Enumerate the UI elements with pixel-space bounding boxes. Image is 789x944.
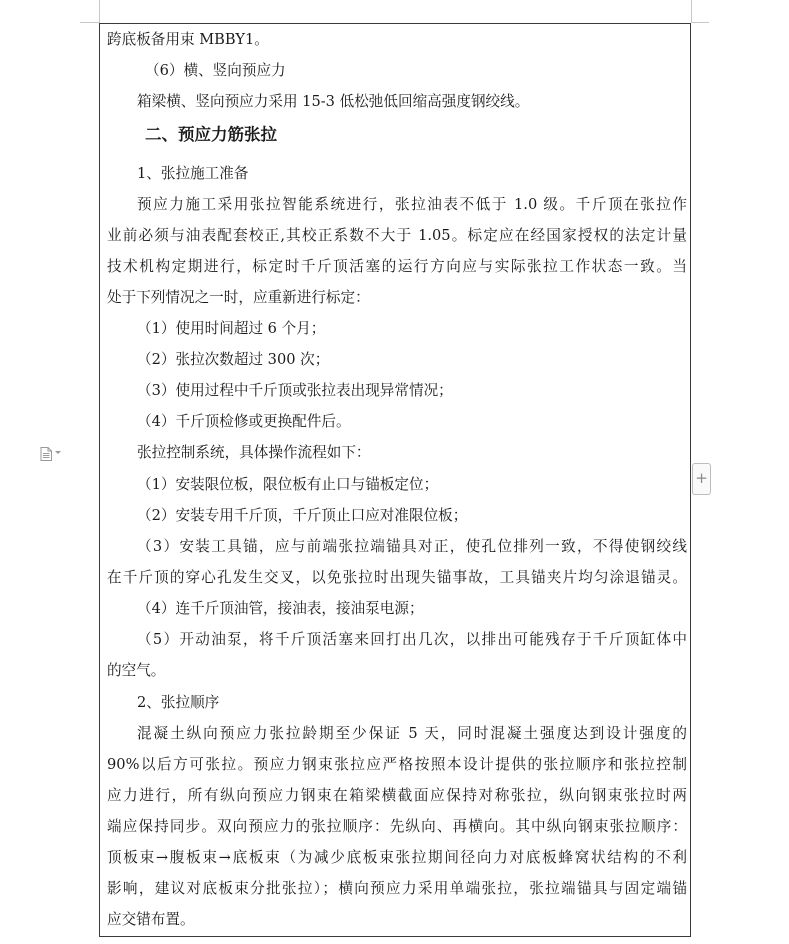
paragraph-line: 技术机构定期进行，标定时千斤顶活塞的运行方向应与实际张拉工作状态一致。当 — [107, 258, 687, 275]
paragraph-line: 影响，建议对底板束分批张拉）；横向预应力采用单端张拉，张拉端锚具与固定端锚 — [107, 880, 687, 897]
paragraph-line: 箱梁横、竖向预应力采用 15-3 低松弛低回缩高强度钢绞线。 — [137, 93, 530, 110]
paragraph-line: 跨底板备用束 MBBY1。 — [107, 31, 269, 48]
list-item-continuation: 在千斤顶的穿心孔发生交叉，以免张拉时出现失锚事故，工具锚夹片均匀涂退锚灵。 — [107, 569, 687, 586]
list-item: （5）开动油泵，将千斤顶活塞来回打出几次，以排出可能残存于千斤顶缸体中 — [137, 631, 687, 648]
subsection-heading: 1、张拉施工准备 — [137, 165, 249, 182]
list-item-continuation: 的空气。 — [107, 662, 166, 679]
paragraph-line: 90%以后方可张拉。预应力钢束张拉应严格按照本设计提供的张拉顺序和张拉控制 — [107, 756, 687, 773]
list-item: （1）安装限位板，限位板有止口与锚板定位； — [137, 476, 439, 493]
paragraph-line: 顶板束→腹板束→底板束（为减少底板束张拉期间径向力对底板蜂窝状结构的不利 — [107, 849, 687, 866]
list-item: （3）安装工具锚，应与前端张拉端锚具对正，使孔位排列一致，不得使钢绞线 — [137, 538, 687, 555]
subsection-heading: 2、张拉顺序 — [137, 694, 220, 711]
margin-guide-top-right — [691, 22, 709, 23]
add-row-button[interactable]: + — [692, 463, 711, 495]
paragraph-line: 端应保持同步。双向预应力的张拉顺序：先纵向、再横向。其中纵向钢束张拉顺序： — [107, 818, 687, 835]
document-icon[interactable] — [40, 446, 52, 460]
paragraph-line: 处于下列情况之一时，应重新进行标定： — [107, 289, 370, 306]
margin-guide-top-left — [80, 22, 99, 23]
paragraph-line: 混凝土纵向预应力张拉龄期至少保证 5 天，同时混凝土强度达到设计强度的 — [137, 725, 687, 742]
margin-guide-right — [691, 0, 692, 23]
list-item: （2）张拉次数超过 300 次； — [137, 351, 330, 368]
list-item: （2）安装专用千斤顶，千斤顶止口应对准限位板； — [137, 507, 468, 524]
table-frame — [99, 23, 691, 937]
list-item: （4）连千斤顶油管，接油表，接油泵电源； — [137, 600, 424, 617]
paragraph-line: 张拉控制系统，具体操作流程如下： — [137, 444, 371, 461]
list-item: （4）千斤顶检修或更换配件后。 — [137, 413, 351, 430]
section-heading: 二、预应力筋张拉 — [145, 125, 277, 144]
paragraph-line: 应交错布置。 — [107, 911, 195, 928]
paragraph-line: 应力进行，所有纵向预应力钢束在箱梁横截面应保持对称张拉，纵向钢束张拉时两 — [107, 787, 687, 804]
paragraph-line: 预应力施工采用张拉智能系统进行，张拉油表不低于 1.0 级。千斤顶在张拉作 — [137, 196, 687, 213]
list-item: （1）使用时间超过 6 个月； — [137, 320, 326, 337]
list-item: （3）使用过程中千斤顶或张拉表出现异常情况； — [137, 382, 453, 399]
paragraph-line: 业前必须与油表配套校正,其校正系数不大于 1.05。标定应在经国家授权的法定计量 — [107, 227, 687, 244]
dropdown-caret-icon — [55, 451, 61, 454]
document-icon — [40, 447, 52, 461]
margin-guide-left — [99, 0, 100, 23]
section-subheading: （6）横、竖向预应力 — [145, 62, 286, 79]
